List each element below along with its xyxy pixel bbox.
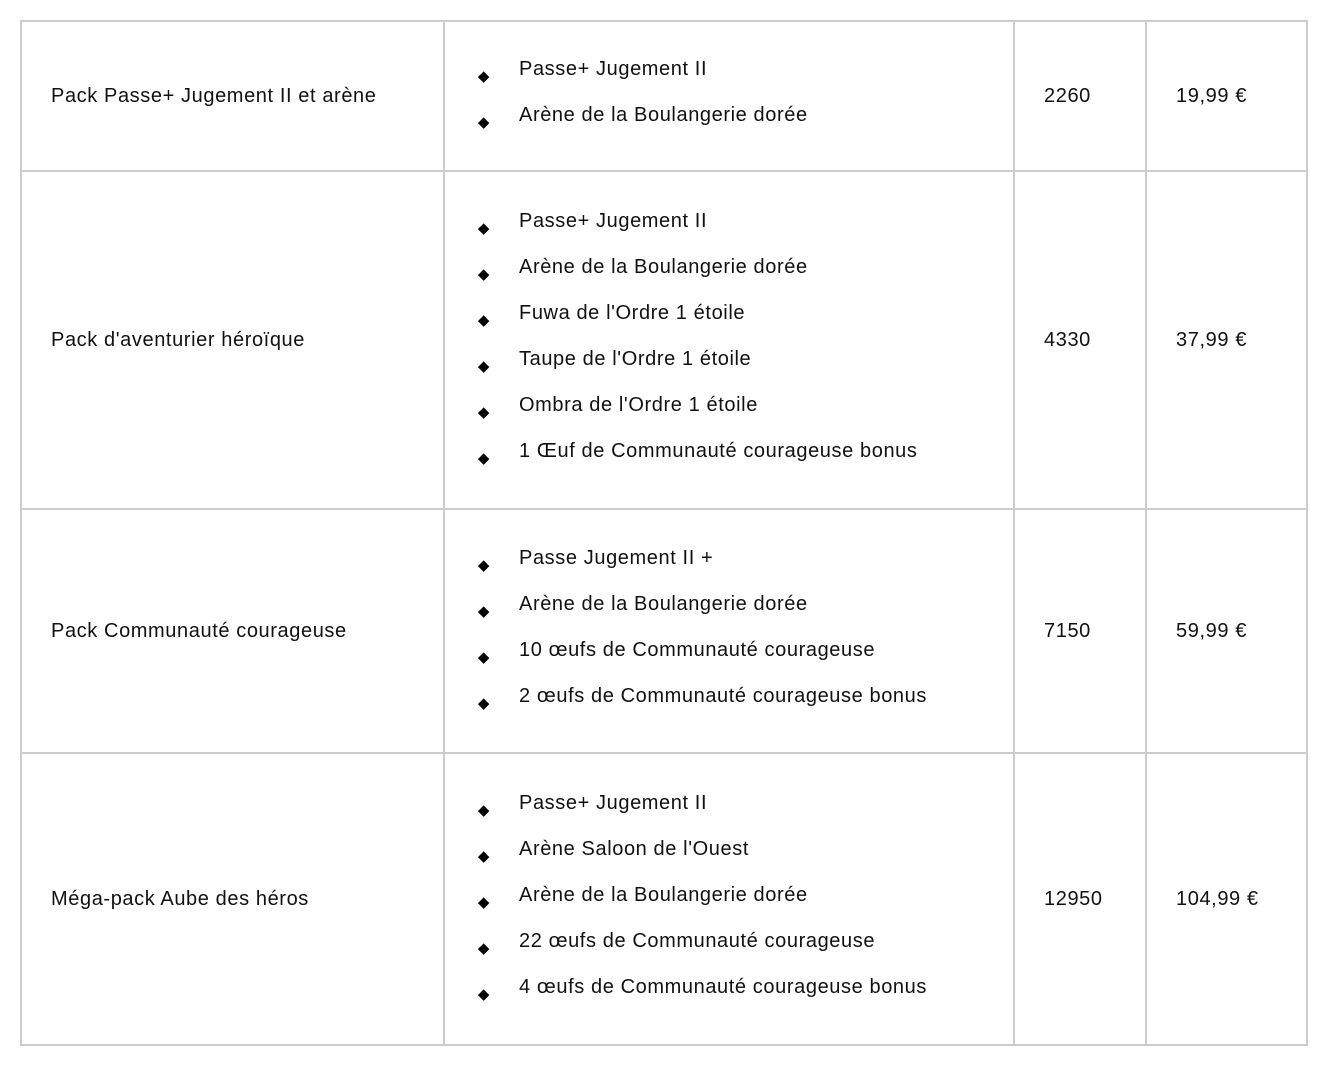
list-item (476, 784, 1013, 830)
item-label: Arène de la Boulangerie dorée (519, 256, 808, 278)
pack-contents (444, 509, 1014, 753)
diamond-bullet-icon: ◆ (477, 940, 491, 957)
pack-name: Pack Passe+ Jugement II et arène (21, 21, 444, 171)
pack-gems: 4330 (1014, 171, 1146, 509)
pack-contents (444, 21, 1014, 171)
pack-price: 37,99 € (1146, 171, 1307, 509)
pack-items-list (445, 784, 1013, 1014)
list-item (476, 585, 1013, 631)
list-item (476, 922, 1013, 968)
pack-price: 19,99 € (1146, 21, 1307, 171)
list-item (476, 202, 1013, 248)
diamond-bullet-icon: ◆ (477, 802, 491, 819)
diamond-bullet-icon: ◆ (477, 695, 491, 712)
diamond-bullet-icon: ◆ (477, 266, 491, 283)
list-item (476, 968, 1013, 1014)
list-item (476, 386, 1013, 432)
item-label: Passe+ Jugement II (519, 210, 708, 232)
pack-name: Méga-pack Aube des héros (21, 753, 444, 1045)
item-label: Arène Saloon de l'Ouest (519, 838, 749, 860)
diamond-bullet-icon: ◆ (477, 220, 491, 237)
pack-gems: 7150 (1014, 509, 1146, 753)
item-label: Arène de la Boulangerie dorée (519, 884, 808, 906)
item-label: Passe+ Jugement II (519, 58, 708, 80)
table-row (21, 171, 1307, 509)
item-label: 10 œufs de Communauté courageuse (519, 639, 876, 661)
list-item (476, 340, 1013, 386)
list-item (476, 830, 1013, 876)
packs-table (20, 20, 1308, 1046)
list-item (476, 631, 1013, 677)
pack-items-list (445, 50, 1013, 142)
diamond-bullet-icon: ◆ (477, 848, 491, 865)
packs-table-container (20, 20, 1308, 1046)
item-label: 22 œufs de Communauté courageuse (519, 930, 876, 952)
diamond-bullet-icon: ◆ (477, 986, 491, 1003)
pack-name: Pack d'aventurier héroïque (21, 171, 444, 509)
diamond-bullet-icon: ◆ (477, 114, 491, 131)
pack-items-list (445, 539, 1013, 723)
item-label: Taupe de l'Ordre 1 étoile (519, 348, 752, 370)
diamond-bullet-icon: ◆ (477, 603, 491, 620)
item-label: 2 œufs de Communauté courageuse bonus (519, 685, 927, 707)
item-label: 4 œufs de Communauté courageuse bonus (519, 976, 927, 998)
pack-price: 104,99 € (1146, 753, 1307, 1045)
item-label: Arène de la Boulangerie dorée (519, 593, 808, 615)
table-row (21, 21, 1307, 171)
item-label: Passe+ Jugement II (519, 792, 708, 814)
item-label: Fuwa de l'Ordre 1 étoile (519, 302, 746, 324)
diamond-bullet-icon: ◆ (477, 312, 491, 329)
list-item (476, 432, 1013, 478)
diamond-bullet-icon: ◆ (477, 649, 491, 666)
pack-name: Pack Communauté courageuse (21, 509, 444, 753)
list-item (476, 96, 1013, 142)
list-item (476, 677, 1013, 723)
diamond-bullet-icon: ◆ (477, 68, 491, 85)
item-label: Arène de la Boulangerie dorée (519, 104, 808, 126)
pack-items-list (445, 202, 1013, 478)
item-label: Passe Jugement II + (519, 547, 714, 569)
pack-gems: 2260 (1014, 21, 1146, 171)
diamond-bullet-icon: ◆ (477, 358, 491, 375)
table-row (21, 509, 1307, 753)
table-row (21, 753, 1307, 1045)
pack-contents (444, 171, 1014, 509)
list-item (476, 294, 1013, 340)
list-item (476, 50, 1013, 96)
list-item (476, 876, 1013, 922)
diamond-bullet-icon: ◆ (477, 894, 491, 911)
diamond-bullet-icon: ◆ (477, 557, 491, 574)
pack-contents (444, 753, 1014, 1045)
diamond-bullet-icon: ◆ (477, 404, 491, 421)
diamond-bullet-icon: ◆ (477, 450, 491, 467)
item-label: Ombra de l'Ordre 1 étoile (519, 394, 758, 416)
item-label: 1 Œuf de Communauté courageuse bonus (519, 440, 918, 462)
list-item (476, 539, 1013, 585)
list-item (476, 248, 1013, 294)
pack-price: 59,99 € (1146, 509, 1307, 753)
pack-gems: 12950 (1014, 753, 1146, 1045)
